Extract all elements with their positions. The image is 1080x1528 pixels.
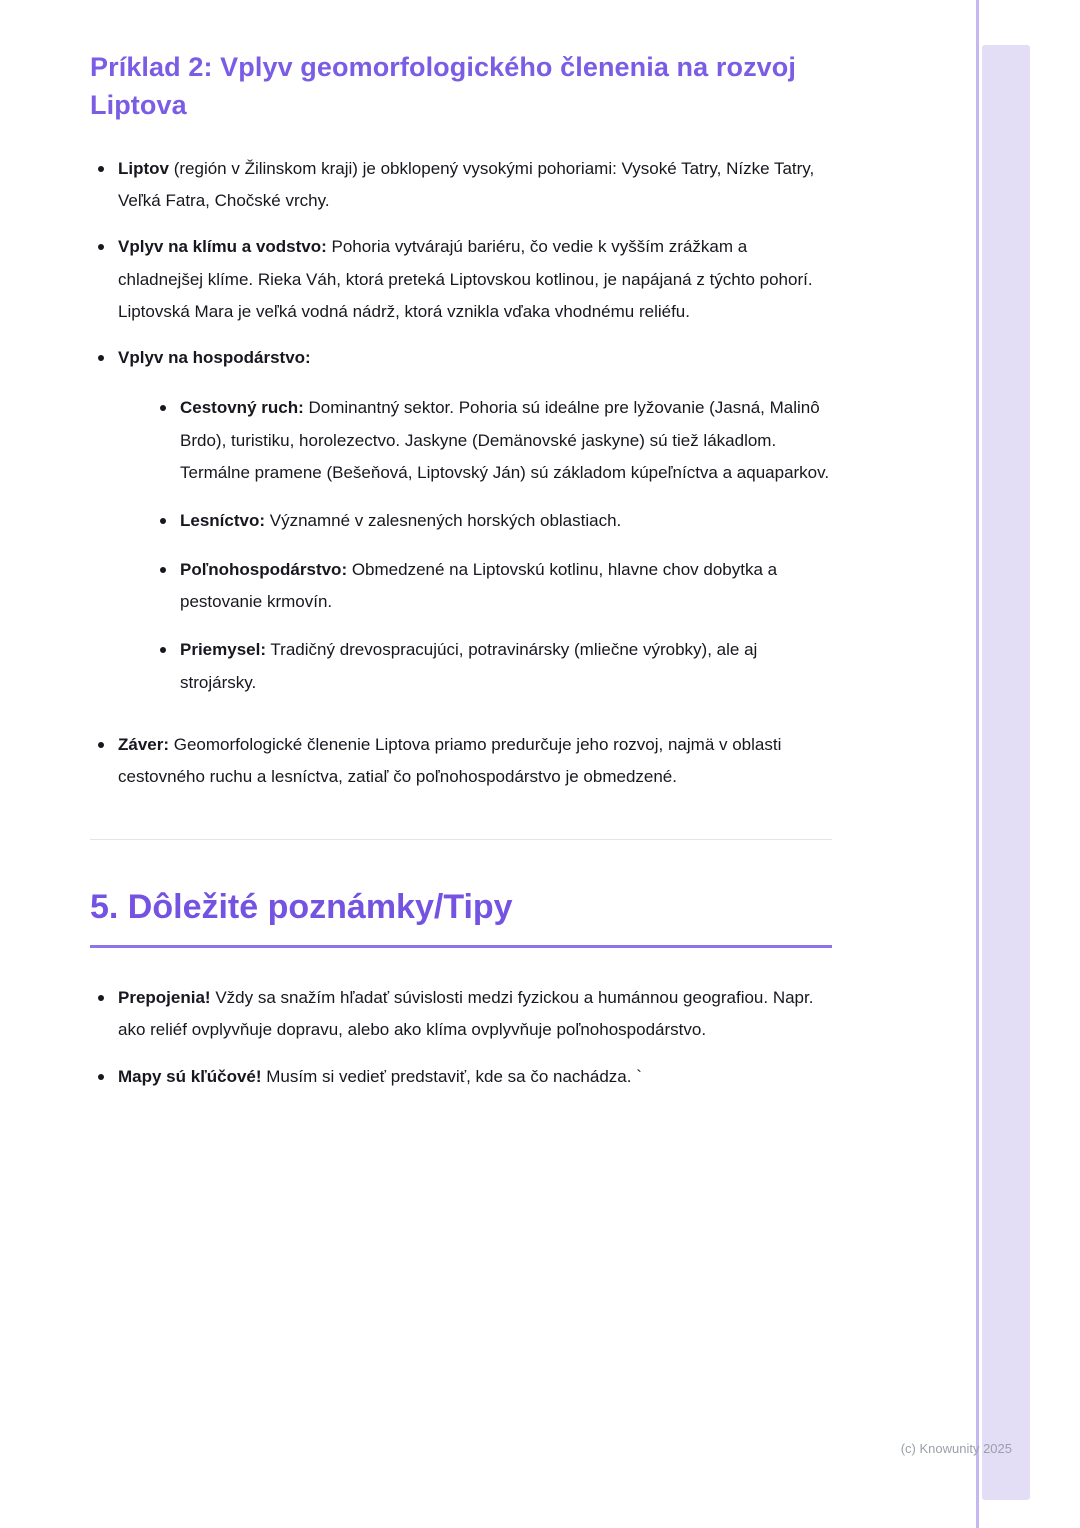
list-item-body: Tradičný drevospracujúci, potravinársky (mliečne výrobky), ale aj strojársky. — [180, 640, 758, 692]
list-item-body: Geomorfologické členenie Liptova priamo predurčuje jeho rozvoj, najmä v oblasti cestovného ruchu a lesníctva, zatiaľ čo poľnohospodárstvo je obmedzené. — [118, 734, 782, 787]
bullet-marker — [98, 995, 104, 1001]
list-item — [90, 1061, 832, 1093]
list-item-bold: Prepojenia! — [118, 987, 211, 1007]
list-item-bold: Vplyv na hospodárstvo: — [118, 348, 311, 368]
list-item — [152, 505, 832, 537]
list-item — [90, 982, 832, 1047]
list-item-bold: Mapy sú kľúčové! — [118, 1066, 262, 1086]
list-item-body: Významné v zalesnených horských oblastiach. — [265, 511, 622, 531]
list-item-body: Musím si vedieť predstaviť, kde sa čo nachádza. ` — [261, 1066, 642, 1086]
list-item-bold: Liptov — [118, 158, 169, 178]
list-item — [152, 634, 832, 699]
list-item-text — [180, 554, 832, 619]
list-item — [152, 392, 832, 489]
list-item — [90, 153, 832, 218]
section-heading-priklad-2: Príklad 2: Vplyv geomorfologického členenia na rozvoj Liptova — [90, 52, 796, 121]
section-heading-tipy: 5. Dôležité poznámky/Tipy — [90, 886, 832, 948]
list-item-text — [180, 505, 621, 537]
list-item-text — [118, 729, 832, 794]
scrollbar-thumb[interactable] — [982, 45, 1030, 1500]
list-item-body: (región v Žilinskom kraji) je obklopený vysokými pohoriami: Vysoké Tatry, Nízke Tatry, Veľká Fatra, Chočské vrchy. — [118, 158, 815, 210]
list-item-bold: Záver: — [118, 734, 170, 754]
list-item-text — [118, 1061, 642, 1093]
list-item-text — [118, 342, 832, 374]
list-item — [90, 342, 832, 715]
watermark: (c) Knowunity 2025 — [900, 1441, 1012, 1456]
section-divider — [90, 839, 832, 840]
main-bullet-list — [90, 153, 832, 794]
bullet-marker — [160, 405, 166, 411]
list-item-bold: Poľnohospodárstvo: — [180, 559, 348, 579]
list-item-text — [118, 982, 832, 1047]
list-item — [152, 554, 832, 619]
list-item-body: Pohoria vytvárajú bariéru, čo vedie k vyšším zrážkam a chladnejšej klíme. Rieka Váh, ktorá preteká Liptovskou kotlinou, je napájaná z týchto pohorí. Liptovská Mara je veľká vodná nádrž, ktorá vznikla vďaka vhodnému reliéfu. — [118, 237, 813, 321]
list-item-bold: Lesníctvo: — [180, 511, 266, 531]
list-item-bold: Priemysel: — [180, 640, 266, 660]
list-item-body: Vždy sa snažím hľadať súvislosti medzi fyzickou a humánnou geografiou. Napr. ako reliéf ovplyvňuje dopravu, alebo ako klíma ovplyvňuje poľnohospodárstvo. — [118, 987, 814, 1040]
list-item-text — [180, 634, 832, 699]
bullet-marker — [98, 244, 104, 250]
bullet-marker — [160, 518, 166, 524]
list-item — [90, 729, 832, 794]
tips-bullet-list — [90, 982, 832, 1093]
page-edge-line — [976, 0, 979, 1528]
list-item-text — [180, 392, 832, 489]
bullet-marker — [98, 355, 104, 361]
list-item-text — [118, 153, 832, 218]
bullet-marker — [98, 1074, 104, 1080]
document-content — [90, 48, 832, 1107]
list-item — [90, 231, 832, 328]
bullet-marker — [98, 166, 104, 172]
nested-bullet-list — [152, 392, 832, 698]
list-item-bold: Vplyv na klímu a vodstvo: — [118, 237, 327, 257]
bullet-marker — [98, 742, 104, 748]
list-item-bold: Cestovný ruch: — [180, 398, 304, 418]
bullet-marker — [160, 647, 166, 653]
list-item-body: Obmedzené na Liptovskú kotlinu, hlavne chov dobytka a pestovanie krmovín. — [180, 559, 778, 611]
list-item-with-children — [118, 342, 832, 715]
list-item-body: Dominantný sektor. Pohoria sú ideálne pre lyžovanie (Jasná, Malinô Brdo), turistiku, horolezectvo. Jaskyne (Demänovské jaskyne) sú tiež lákadlom. Termálne pramene (Bešeňová, Liptovský Ján) sú základom kúpeľníctva a aquaparkov. — [180, 398, 830, 483]
list-item-text — [118, 231, 832, 328]
bullet-marker — [160, 567, 166, 573]
